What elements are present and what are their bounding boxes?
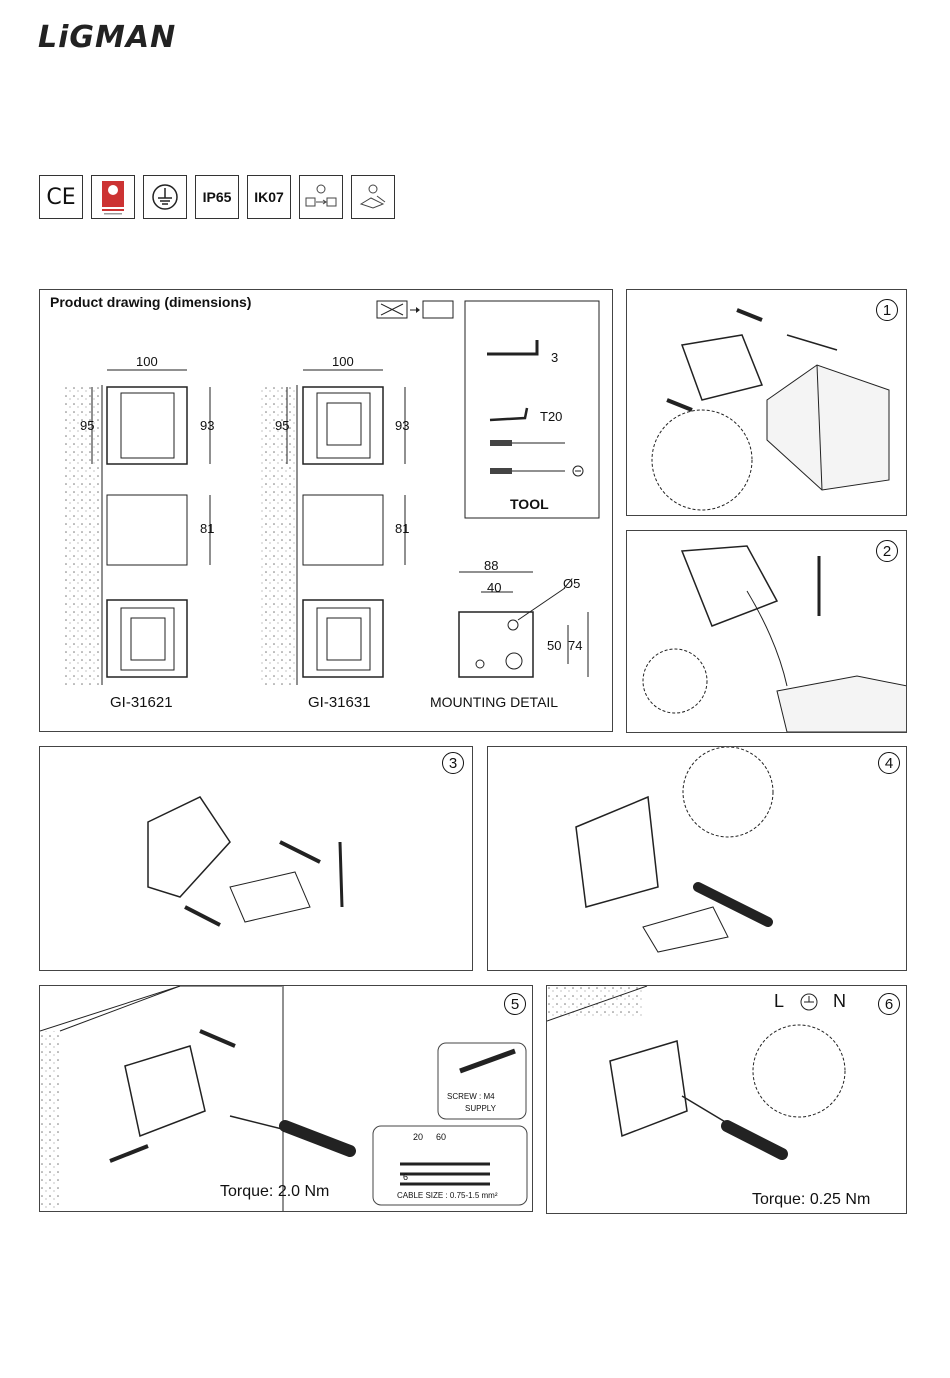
torque-label: Torque: 0.25 Nm <box>752 1191 871 1208</box>
step-2-illustration <box>627 531 906 732</box>
ip-rating-icon: IP65 <box>195 175 239 219</box>
dim-depth: 81 <box>200 521 215 536</box>
dim-width: 100 <box>136 354 158 369</box>
step-number: 5 <box>504 993 526 1015</box>
dim-depth: 81 <box>395 521 410 536</box>
dim-outer-height: 95 <box>80 418 95 433</box>
live-label: L <box>774 991 785 1011</box>
mount-h1: 50 <box>547 638 562 653</box>
product-drawing-panel <box>39 289 613 732</box>
strip-length-c: 6 <box>403 1172 409 1182</box>
mounting-label: MOUNTING DETAIL <box>430 694 559 710</box>
strip-length-b: 60 <box>436 1132 447 1142</box>
earth-ground-icon <box>143 175 187 219</box>
brand-logo: LiGMAN <box>38 20 177 55</box>
model-label: GI-31621 <box>110 694 173 711</box>
mount-w1: 88 <box>484 558 499 573</box>
step-number: 1 <box>876 299 898 321</box>
step-number: 6 <box>878 993 900 1015</box>
hex-size: 3 <box>551 350 559 365</box>
tool-label: TOOL <box>510 496 549 512</box>
cable-size-label: CABLE SIZE : 0.75-1.5 mm² <box>397 1191 498 1200</box>
dim-inner-height: 93 <box>395 418 410 433</box>
dim-outer-height: 95 <box>275 418 290 433</box>
step-2-panel <box>626 530 907 733</box>
screw-label: SCREW : M4 <box>447 1092 495 1101</box>
torx-size: T20 <box>540 409 563 424</box>
disposal-info-icon <box>351 175 395 219</box>
step-number: 3 <box>442 752 464 774</box>
panel-title: Product drawing (dimensions) <box>50 294 252 310</box>
neutral-label: N <box>833 991 846 1011</box>
mount-h2: 74 <box>568 638 583 653</box>
torque-label: Torque: 2.0 Nm <box>220 1183 330 1200</box>
model-label: GI-31631 <box>308 694 371 711</box>
step-1-panel <box>626 289 907 516</box>
step-3-panel <box>39 746 473 971</box>
step-number: 4 <box>878 752 900 774</box>
dim-inner-height: 93 <box>200 418 215 433</box>
strip-length-a: 20 <box>413 1132 424 1142</box>
dim-width: 100 <box>332 354 354 369</box>
mount-w2: 40 <box>487 580 502 595</box>
step-4-illustration <box>488 747 906 970</box>
step-3-illustration <box>40 747 472 970</box>
quality-seal-icon <box>91 175 135 219</box>
step-5-panel <box>39 985 533 1212</box>
ce-mark-icon: CE <box>39 175 83 219</box>
step-1-illustration <box>627 290 906 515</box>
supply-label: SUPPLY <box>465 1104 496 1113</box>
step-4-panel <box>487 746 907 971</box>
ik-rating-icon: IK07 <box>247 175 291 219</box>
step-6-panel <box>546 985 907 1214</box>
mount-hole: Ø5 <box>563 576 581 591</box>
step-6-illustration <box>547 986 906 1213</box>
step-number: 2 <box>876 540 898 562</box>
recycle-info-icon <box>299 175 343 219</box>
